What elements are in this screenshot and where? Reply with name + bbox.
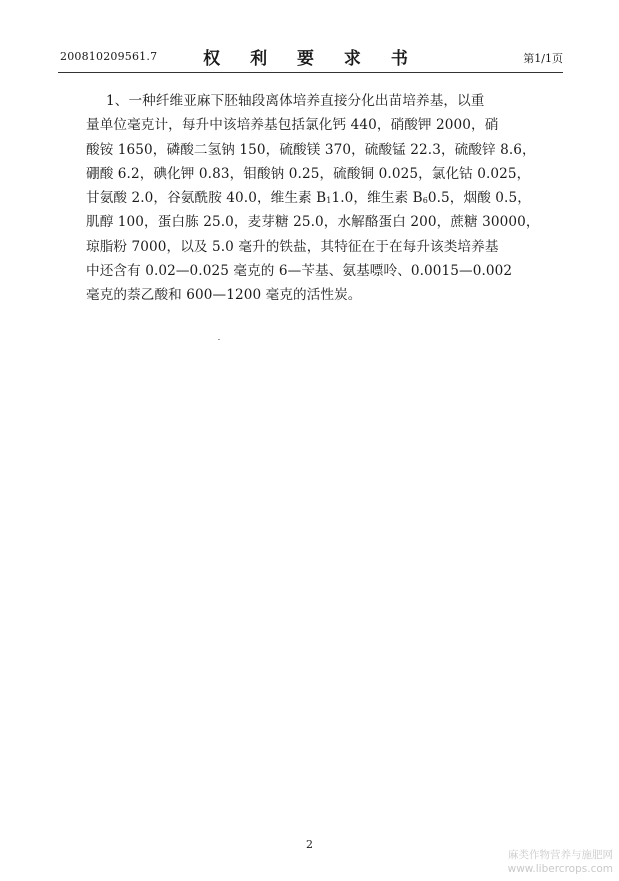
claim-line-1: 1、一种纤维亚麻下胚轴段离体培养直接分化出苗培养基，以重 (106, 93, 485, 109)
document-title: 权 利 要 求 书 (203, 49, 420, 69)
header-divider (58, 72, 563, 73)
scan-speck (218, 339, 220, 340)
claim-line-5-part-b: 1.0，维生素 B (331, 190, 423, 207)
claim-line-4: 硼酸 6.2，碘化钾 0.83，钼酸钠 0.25，硫酸铜 0.025，氯化钴 0.025， (86, 165, 531, 182)
watermark-line-2: www.libercrops.com (507, 863, 613, 875)
claim-line-2: 量单位毫克计，每升中该培养基包括氯化钙 440，硝酸钾 2000，硝 (86, 117, 499, 134)
page-header (60, 44, 563, 68)
page-number: 2 (306, 838, 313, 851)
claims-body (86, 89, 574, 308)
claim-line-6: 肌醇 100，蛋白胨 25.0，麦芽糖 25.0，水解酪蛋白 200，蔗糖 30000， (86, 214, 540, 231)
claim-line-9: 毫克的萘乙酸和 600—1200 毫克的活性炭。 (86, 287, 362, 304)
application-number: 200810209561.7 (60, 50, 158, 63)
claim-line-5-part-c: 0.5，烟酸 0.5， (427, 190, 531, 207)
claim-line-8: 中还含有 0.02—0.025 毫克的 6—苄基、氨基嘌呤、0.0015—0.002 (86, 263, 513, 280)
claim-line-7: 琼脂粉 7000，以及 5.0 毫升的铁盐，其特征在于在每升该类培养基 (86, 238, 499, 255)
claim-line-3: 酸铵 1650，磷酸二氢钠 150，硫酸镁 370，硫酸锰 22.3，硫酸锌 8.6， (86, 141, 536, 158)
watermark (473, 848, 613, 876)
vitamin-b6-subscript: 6 (422, 196, 428, 206)
claim-line-5 (86, 186, 574, 210)
claim-line-5-part-a: 甘氨酸 2.0，谷氨酰胺 40.0，维生素 B (86, 190, 327, 207)
page-count: 第1/1页 (523, 52, 563, 65)
vitamin-b1-subscript: 1 (326, 196, 332, 206)
watermark-line-1: 麻类作物营养与施肥网 (508, 849, 613, 861)
